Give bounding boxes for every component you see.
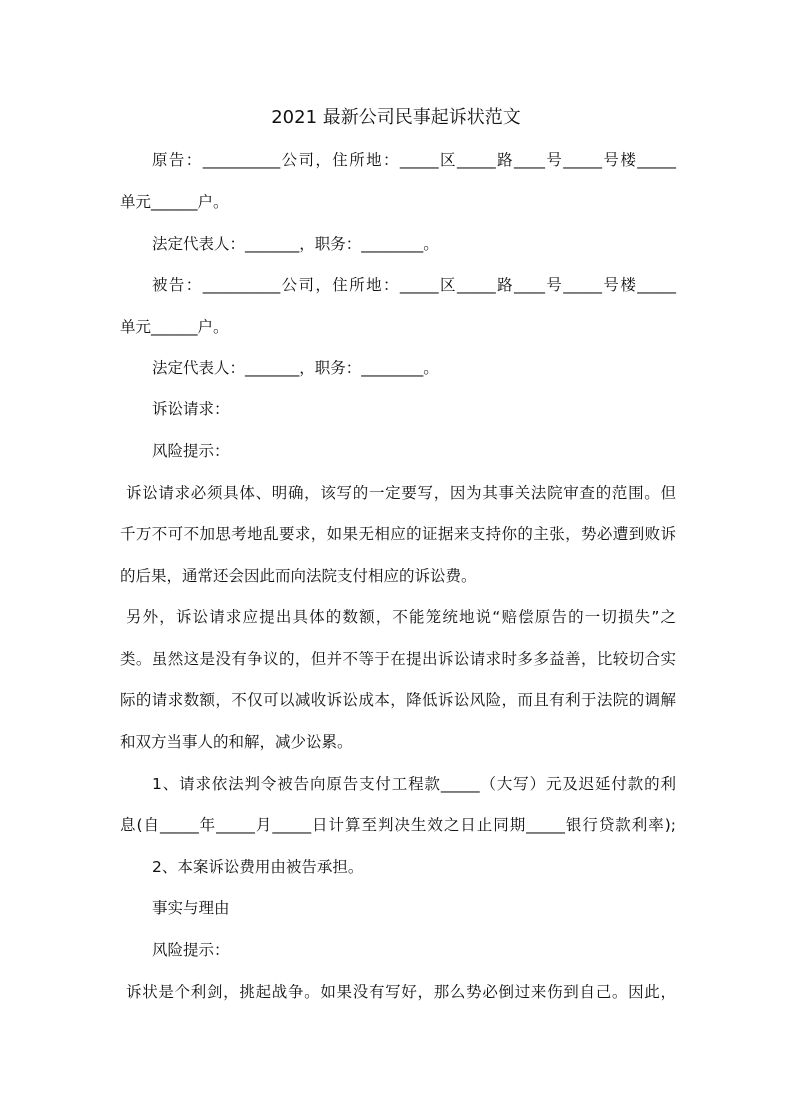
defendant-representative: 法定代表人：_______，职务：________。	[152, 359, 439, 377]
paragraph-line: 另外，诉讼请求应提出具体的数额，不能笼统地说“赔偿原告的一切损失”之	[126, 608, 676, 626]
claim-item-1-cont: 息(自_____年_____月_____日计算至判决生效之日止同期_____银行贷款利率);	[120, 816, 676, 834]
claim-item-1: 1、请求依法判令被告向原告支付工程款_____（大写）元及迟延付款的利	[152, 775, 676, 793]
claim-item-2: 2、本案诉讼费用由被告承担。	[152, 858, 364, 876]
facts-heading: 事实与理由	[152, 899, 230, 917]
claims-heading: 诉讼请求：	[152, 400, 230, 418]
risk-tip-heading: 风险提示：	[152, 442, 230, 460]
paragraph-line: 际的请求数额，不仅可以减收诉讼成本，降低诉讼风险，而且有利于法院的调解	[120, 691, 676, 709]
paragraph-line: 诉讼请求必须具体、明确，该写的一定要写，因为其事关法院审查的范围。但	[126, 484, 676, 502]
paragraph-line: 类。虽然这是没有争议的，但并不等于在提出诉讼请求时多多益善，比较切合实	[120, 650, 676, 668]
paragraph-line: 的后果，通常还会因此而向法院支付相应的诉讼费。	[120, 567, 477, 585]
plaintiff-representative: 法定代表人：_______，职务：________。	[152, 235, 439, 253]
plaintiff-line: 原告：__________公司，住所地：_____区_____路____号_____号楼_____	[152, 151, 676, 169]
plaintiff-line-cont: 单元______户。	[120, 193, 229, 211]
page-title: 2021 最新公司民事起诉状范文	[271, 107, 521, 128]
defendant-line-cont: 单元______户。	[120, 318, 229, 336]
paragraph-line: 和双方当事人的和解，减少讼累。	[120, 733, 353, 751]
paragraph-line: 诉状是个利剑，挑起战争。如果没有写好，那么势必倒过来伤到自己。因此，	[126, 983, 676, 1001]
paragraph-line: 千万不可不加思考地乱要求，如果无相应的证据来支持你的主张，势必遭到败诉	[120, 525, 676, 543]
defendant-line: 被告：__________公司，住所地：_____区_____路____号_____号楼_____	[152, 276, 676, 294]
risk-tip-heading-2: 风险提示：	[152, 941, 230, 959]
